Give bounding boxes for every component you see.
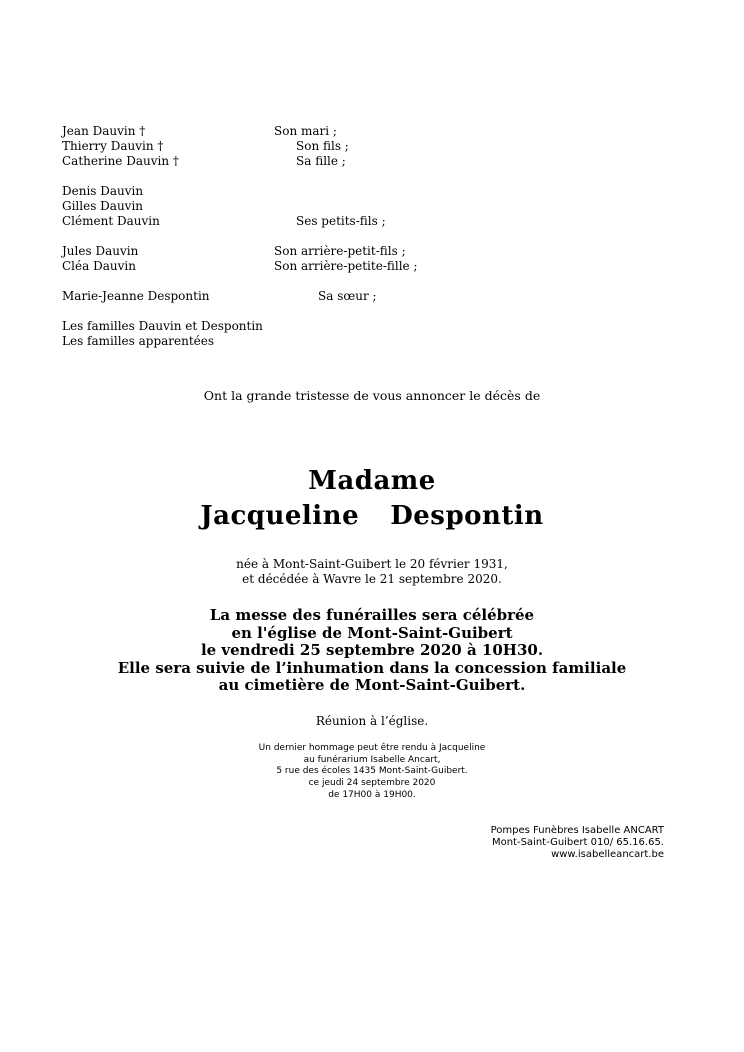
birth-line: née à Mont-Saint-Guibert le 20 février 1931, — [236, 557, 508, 571]
family-name: Thierry Dauvin † — [62, 139, 164, 153]
family-name: Catherine Dauvin † — [62, 154, 179, 168]
funeral-line: Elle sera suivie de l’inhumation dans la concession familiale — [117, 659, 627, 677]
homage-line: Un dernier hommage peut être rendu à Jacqueline — [258, 743, 486, 753]
homage-line: au funérarium Isabelle Ancart, — [303, 755, 441, 765]
funeral-home-name: Pompes Funèbres Isabelle ANCART — [490, 825, 664, 836]
family-name: Les familles apparentées — [62, 334, 215, 348]
family-relation: Son arrière-petit-fils ; — [274, 244, 406, 258]
homage-line: ce jeudi 24 septembre 2020 — [308, 778, 436, 788]
family-relation: Sa sœur ; — [318, 289, 377, 303]
deceased-title: Madame — [308, 466, 436, 496]
homage-line: 5 rue des écoles 1435 Mont-Saint-Guibert. — [276, 766, 468, 776]
family-relation: Son mari ; — [274, 124, 337, 138]
homage-line: de 17H00 à 19H00. — [328, 790, 416, 800]
family-name: Cléa Dauvin — [62, 259, 136, 273]
family-relation: Son arrière-petite-fille ; — [274, 259, 418, 273]
family-name: Clément Dauvin — [62, 214, 160, 228]
funeral-home-phone: Mont-Saint-Guibert 010/ 65.16.65. — [491, 837, 664, 848]
family-name: Jules Dauvin — [62, 244, 139, 258]
family-relation: Sa fille ; — [296, 154, 346, 168]
family-name: Denis Dauvin — [62, 184, 144, 198]
family-relation: Ses petits-fils ; — [296, 214, 386, 228]
family-name: Marie-Jeanne Despontin — [62, 289, 210, 303]
funeral-line: au cimetière de Mont-Saint-Guibert. — [218, 676, 526, 694]
family-name: Les familles Dauvin et Despontin — [62, 319, 263, 333]
funeral-line: en l'église de Mont-Saint-Guibert — [231, 624, 513, 642]
death-line: et décédée à Wavre le 21 septembre 2020. — [242, 572, 502, 586]
funeral-home-website: www.isabelleancart.be — [551, 849, 664, 860]
family-name: Gilles Dauvin — [62, 199, 144, 213]
announcement: Ont la grande tristesse de vous annoncer le décès de — [203, 388, 541, 403]
funeral-line: le vendredi 25 septembre 2020 à 10H30. — [200, 641, 544, 659]
meeting-note: Réunion à l’église. — [315, 714, 429, 728]
funeral-line: La messe des funérailles sera célébrée — [209, 606, 535, 624]
family-name: Jean Dauvin † — [62, 124, 146, 138]
deceased-name: Jacqueline Despontin — [200, 501, 544, 531]
family-relation: Son fils ; — [296, 139, 349, 153]
